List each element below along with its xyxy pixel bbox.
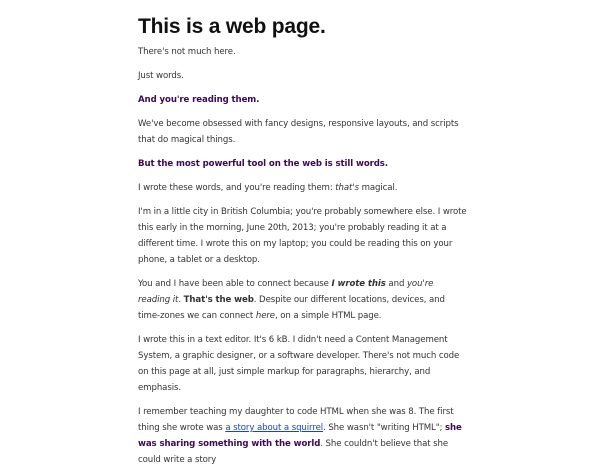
paragraph-powerful-tool: But the most powerful tool on the web is still words.	[138, 159, 388, 169]
connect-text-e: .	[178, 295, 184, 305]
paragraph-daughter	[138, 404, 468, 468]
connect-text-a: You and I have been able to connect because	[138, 279, 332, 289]
paragraph-reading-them: And you're reading them.	[138, 95, 260, 105]
paragraph-location: I'm in a little city in British Columbia; you're probably somewhere else. I wrote this early in the morning, June 20th, 2013; you're probably reading it at a different time. I wrote this on my laptop; you could be reading this on your phone, a tablet or a desktop.	[138, 207, 467, 265]
paragraph-intro: There's not much here.	[138, 47, 236, 57]
paragraph-just-words: Just words.	[138, 71, 184, 81]
connect-text-i: , on a simple HTML page.	[275, 311, 382, 321]
magical-emphasis: that's	[335, 183, 359, 193]
paragraph-text-editor: I wrote this in a text editor. It's 6 kB. I didn't need a Content Management System, a graphic designer, or a software developer. There's not much code on this page at all, just simple markup for paragraphs, hierarchy, and emphasis.	[138, 335, 460, 393]
connect-thats-the-web: That's the web	[183, 295, 254, 305]
daughter-text-d: . She couldn't believe that she could write a story	[138, 439, 449, 465]
daughter-text-a: I remember teaching my daughter to code HTML when she was 8. The first thing she wrote was	[138, 407, 454, 433]
page-title: This is a web page.	[138, 15, 326, 38]
magical-tail: magical.	[358, 183, 398, 193]
connect-here: here	[255, 311, 275, 321]
paragraph-magical	[138, 180, 468, 196]
daughter-sharing: she was sharing something with the world	[138, 423, 462, 449]
connect-reading-it: you're reading it	[138, 279, 434, 305]
daughter-text-b: . She wasn't "writing HTML";	[323, 423, 446, 433]
magical-text: I wrote these words, and you're reading them:	[138, 183, 336, 193]
paragraph-connect	[138, 276, 468, 324]
connect-wrote-this: I wrote this	[331, 279, 386, 289]
connect-text-g: . Despite our different locations, devices, and time-zones we can connect	[138, 295, 445, 321]
paragraph-obsessed: We've become obsessed with fancy designs, responsive layouts, and scripts that do magical things.	[138, 119, 459, 145]
squirrel-story-link[interactable]: a story about a squirrel	[225, 423, 324, 433]
connect-text-c: and	[385, 279, 407, 289]
article	[138, 0, 468, 468]
